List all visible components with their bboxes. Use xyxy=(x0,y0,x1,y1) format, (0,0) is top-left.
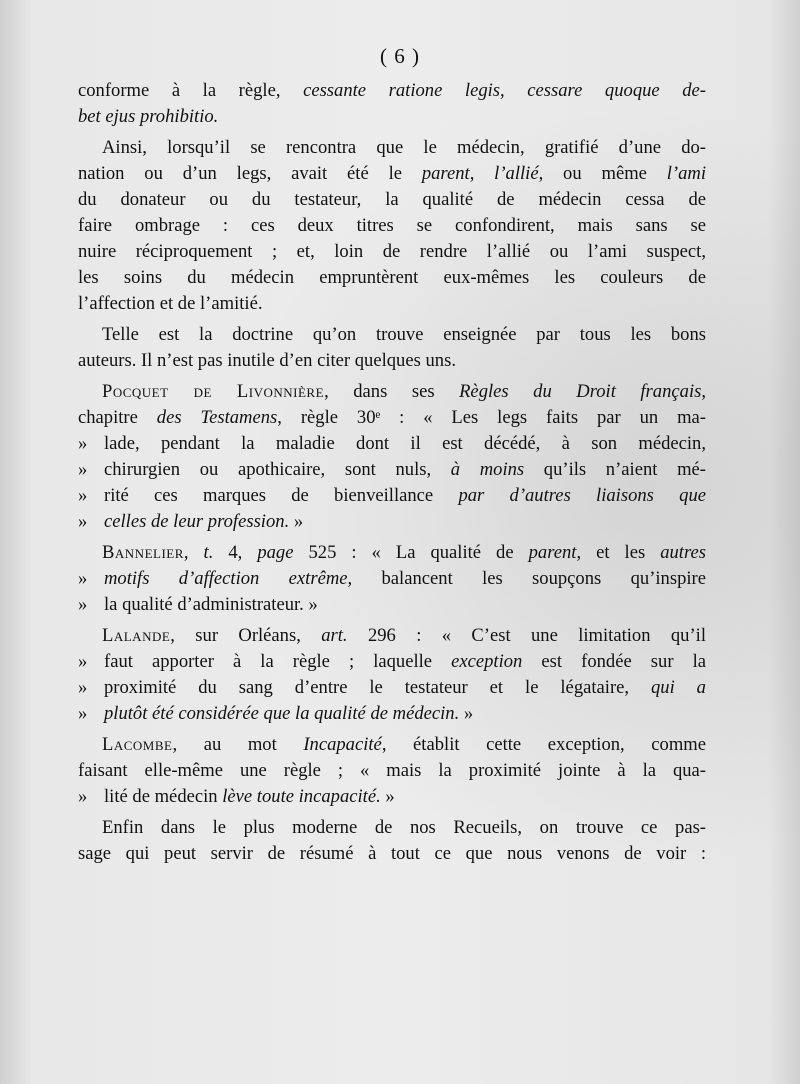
text-segment: les soins du médecin empruntèrent eux-mêmes les couleurs de xyxy=(78,267,706,288)
text-segment: , sur Orléans, xyxy=(170,625,322,646)
text-segment: chapitre xyxy=(78,407,157,428)
text-line xyxy=(78,379,706,405)
text-line xyxy=(78,483,706,509)
italic-text: parent xyxy=(528,542,577,563)
text-segment: 525 : « La qualité de xyxy=(293,542,529,563)
text-segment: nuire réciproquement ; et, loin de rendre l’allié ou l’ami suspect, xyxy=(78,241,706,262)
text-line xyxy=(78,841,706,867)
text-segment: , règle 30ᵉ : « Les legs faits par un ma- xyxy=(277,407,706,428)
text-line xyxy=(78,213,706,239)
text-segment: » xyxy=(289,511,304,532)
text-segment: Ainsi, lorsqu’il se rencontra que le médecin, gratifié d’une do- xyxy=(102,137,706,158)
text-line xyxy=(78,135,706,161)
text-segment: sage qui peut servir de résumé à tout ce que nous venons de voir : xyxy=(78,843,706,864)
text-segment: , balancent les soupçons qu’inspire xyxy=(347,568,706,589)
italic-text: l’allié xyxy=(494,163,539,184)
italic-text: des Testamens xyxy=(156,407,278,428)
text-line xyxy=(78,322,706,348)
text-segment: , établit cette exception, comme xyxy=(381,734,706,755)
text-line xyxy=(78,701,706,727)
text-segment: 296 : « C’est une limitation qu’il xyxy=(347,625,706,646)
author-name: Lalande xyxy=(102,625,171,646)
text-segment: , et les xyxy=(576,542,661,563)
text-segment: proximité du sang d’entre le testateur et le légataire, xyxy=(104,677,651,698)
page-number: ( 6 ) xyxy=(380,44,420,68)
text-segment: » xyxy=(459,703,474,724)
text-segment: 4, xyxy=(213,542,258,563)
text-segment: , xyxy=(701,381,706,402)
text-segment: , dans ses xyxy=(324,381,460,402)
text-segment: chirurgien ou apothicaire, sont nuls, xyxy=(104,459,451,480)
italic-text: lève toute incapacité. xyxy=(222,786,381,807)
text-segment: Enfin dans le plus moderne de nos Recueils, on trouve ce pas- xyxy=(102,817,706,838)
quote-mark: » xyxy=(78,594,88,615)
text-segment: Telle est la doctrine qu’on trouve enseignée par tous les bons xyxy=(102,324,706,345)
quote-mark: » xyxy=(78,703,88,724)
author-name: Lacombe xyxy=(102,734,173,755)
page-text xyxy=(78,78,706,867)
text-segment: la qualité d’administrateur. » xyxy=(104,594,318,615)
text-segment: nation ou d’un legs, avait été le xyxy=(78,163,422,184)
text-segment: du donateur ou du testateur, la qualité de médecin cessa de xyxy=(78,189,706,210)
text-line xyxy=(78,187,706,213)
text-line xyxy=(78,104,706,130)
italic-text: l’ami xyxy=(666,163,706,184)
italic-text: parent xyxy=(421,163,470,184)
text-line xyxy=(78,78,706,104)
italic-text: plutôt été considérée que la qualité de médecin. xyxy=(104,703,460,724)
text-segment: faire ombrage : ces deux titres se confondirent, mais sans se xyxy=(78,215,706,236)
text-segment: est fondée sur la xyxy=(522,651,706,672)
text-segment: rité ces marques de bienveillance xyxy=(104,485,459,506)
text-line xyxy=(78,405,706,431)
italic-text: par d’autres liaisons que xyxy=(458,485,706,506)
text-line xyxy=(78,540,706,566)
italic-text: autres xyxy=(660,542,706,563)
text-line xyxy=(78,291,706,317)
text-segment: , ou même xyxy=(538,163,667,184)
text-line xyxy=(78,265,706,291)
quote-mark: » xyxy=(78,511,88,532)
italic-text: qui a xyxy=(650,677,706,698)
italic-text: art. xyxy=(321,625,348,646)
text-line xyxy=(78,457,706,483)
text-line xyxy=(78,592,706,618)
text-line xyxy=(78,161,706,187)
text-segment: faisant elle-même une règle ; « mais la proximité jointe à la qua- xyxy=(78,760,706,781)
text-line xyxy=(78,815,706,841)
quote-mark: » xyxy=(78,433,88,454)
italic-text: motifs d’affection extrême xyxy=(104,568,348,589)
quote-mark: » xyxy=(78,651,88,672)
text-segment: lité de médecin xyxy=(104,786,223,807)
italic-text: Incapacité xyxy=(303,734,382,755)
text-segment: , xyxy=(183,542,204,563)
text-line xyxy=(78,348,706,374)
quote-mark: » xyxy=(78,568,88,589)
quote-mark: » xyxy=(78,786,88,807)
text-line xyxy=(78,431,706,457)
text-line xyxy=(78,675,706,701)
text-segment: » xyxy=(380,786,395,807)
italic-text: page xyxy=(257,542,294,563)
author-name: Bannelier xyxy=(102,542,184,563)
text-line xyxy=(78,623,706,649)
quote-mark: » xyxy=(78,459,88,480)
text-segment: conforme à la règle, xyxy=(78,80,304,101)
italic-text: à moins xyxy=(450,459,525,480)
text-segment: , xyxy=(469,163,495,184)
quote-mark: » xyxy=(78,485,88,506)
text-line xyxy=(78,732,706,758)
italic-text: Règles du Droit français xyxy=(459,381,702,402)
italic-text: celles de leur profession. xyxy=(104,511,290,532)
italic-text: exception xyxy=(451,651,523,672)
text-segment: l’affection et de l’amitié. xyxy=(78,293,263,314)
author-name: Pocquet de Livonnière xyxy=(102,381,325,402)
text-line xyxy=(78,509,706,535)
text-segment: lade, pendant la maladie dont il est décédé, à son médecin, xyxy=(104,433,706,454)
text-line xyxy=(78,566,706,592)
quote-mark: » xyxy=(78,677,88,698)
text-segment: faut apporter à la règle ; laquelle xyxy=(104,651,452,672)
text-line xyxy=(78,239,706,265)
text-line xyxy=(78,784,706,810)
text-segment: , au mot xyxy=(172,734,304,755)
italic-text: bet ejus prohibitio. xyxy=(78,106,219,127)
text-line xyxy=(78,758,706,784)
italic-text: t. xyxy=(203,542,214,563)
text-segment: qu’ils n’aient mé- xyxy=(524,459,706,480)
italic-text: cessante ratione legis, cessare quoque de- xyxy=(303,80,706,101)
text-line xyxy=(78,649,706,675)
text-segment: auteurs. Il n’est pas inutile d’en citer quelques uns. xyxy=(78,350,456,371)
